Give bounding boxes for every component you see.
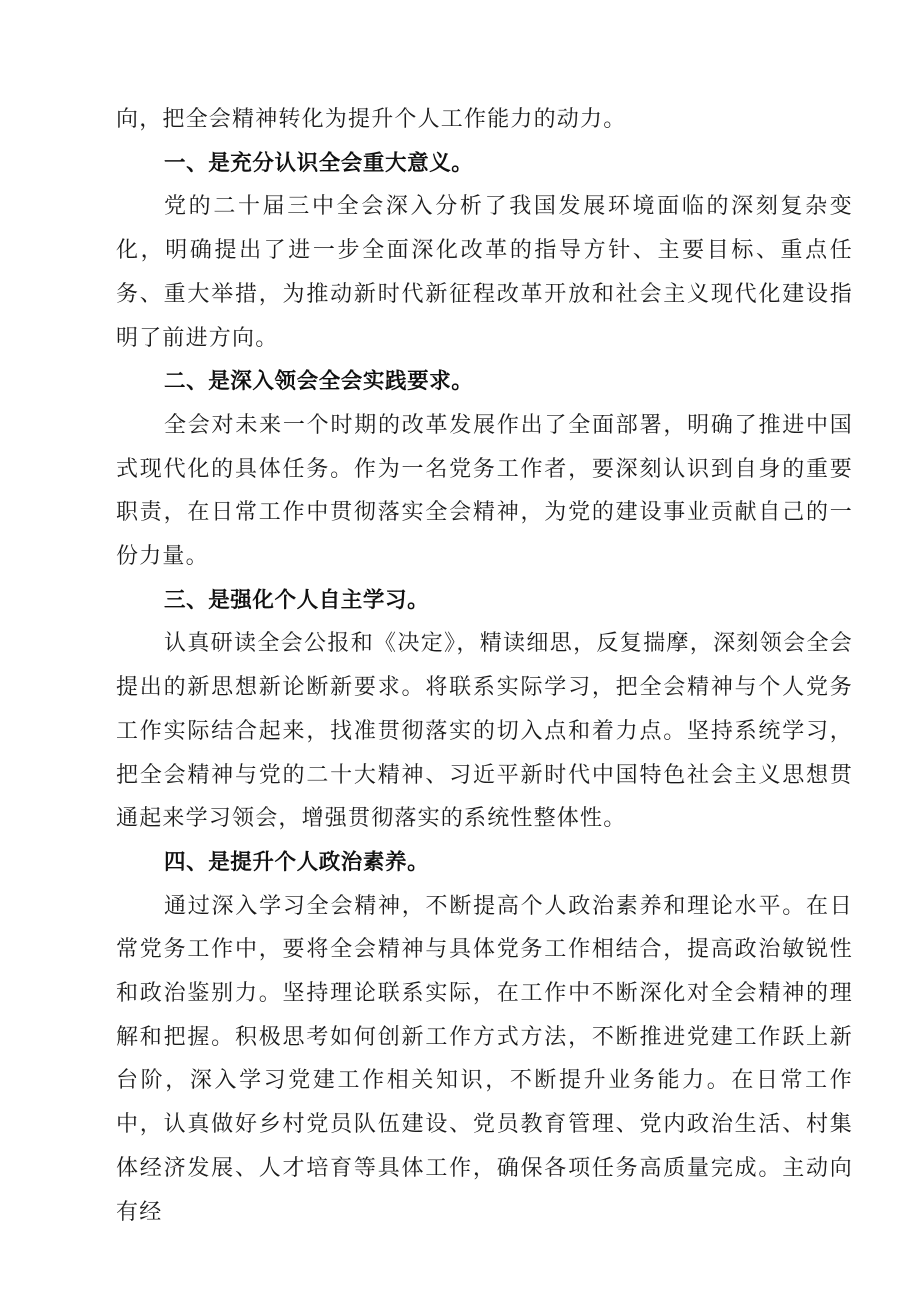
section-heading-3: 三、是强化个人自主学习。	[164, 587, 430, 613]
section-heading-2: 二、是深入领会全会实践要求。	[164, 369, 474, 395]
document-body	[116, 98, 853, 1234]
section-heading-1: 一、是充分认识全会重大意义。	[164, 150, 474, 176]
section-body-2: 全会对未来一个时期的改革发展作出了全面部署，明确了推进中国式现代化的具体任务。作为一名党务工作者，要深刻认识到自身的重要职责，在日常工作中贯彻落实全会精神，为党的建设事业贡献自己的一份力量。	[116, 412, 853, 570]
section-body-4: 通过深入学习全会精神，不断提高个人政治素养和理论水平。在日常党务工作中，要将全会精神与具体党务工作相结合，提高政治敏锐性和政治鉴别力。坚持理论联系实际，在工作中不断深化对全会精神的理解和把握。积极思考如何创新工作方式方法，不断推进党建工作跃上新台阶，深入学习党建工作相关知识，不断提升业务能力。在日常工作中，认真做好乡村党员队伍建设、党员教育管理、党内政治生活、村集体经济发展、人才培育等具体工作，确保各项任务高质量完成。主动向有经	[116, 893, 853, 1225]
opening-line: 向，把全会精神转化为提升个人工作能力的动力。	[116, 107, 627, 132]
section-body-1: 党的二十届三中全会深入分析了我国发展环境面临的深刻复杂变化，明确提出了进一步全面深化改革的指导方针、主要目标、重点任务、重大举措，为推动新时代新征程改革开放和社会主义现代化建设指明了前进方向。	[116, 194, 853, 351]
section-body-3: 认真研读全会公报和《决定》，精读细思，反复揣摩，深刻领会全会提出的新思想新论断新要求。将联系实际学习，把全会精神与个人党务工作实际结合起来，找准贯彻落实的切入点和着力点。坚持系统学习，把全会精神与党的二十大精神、习近平新时代中国特色社会主义思想贯通起来学习领会，增强贯彻落实的系统性整体性。	[116, 631, 853, 832]
section-heading-4: 四、是提升个人政治素养。	[164, 849, 430, 875]
